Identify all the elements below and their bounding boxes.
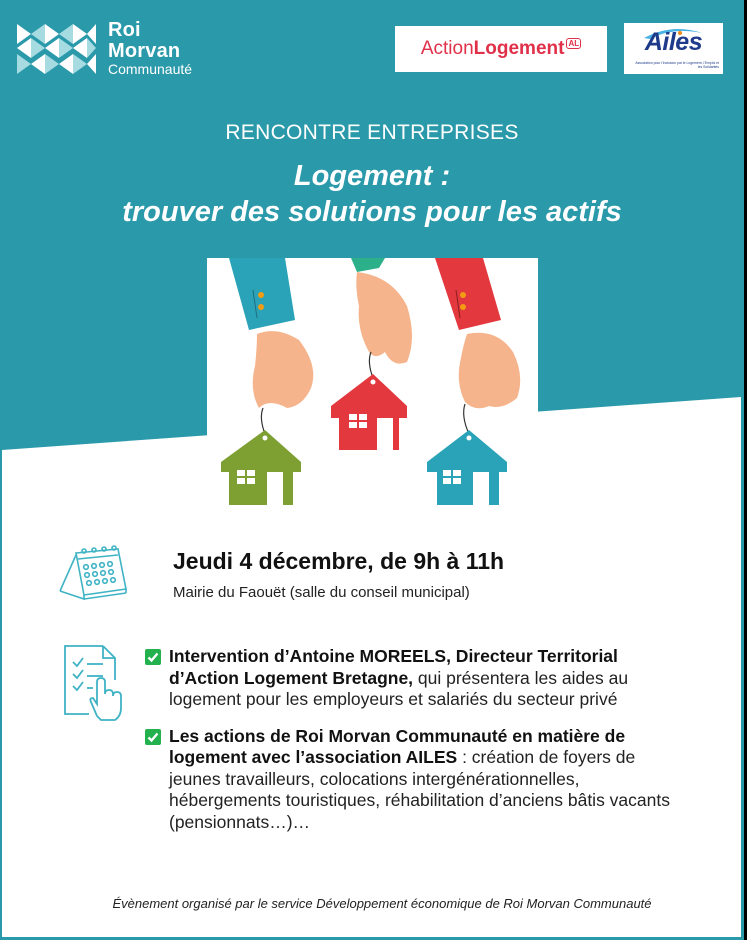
event-place: Mairie du Faouët (salle du conseil municipal) bbox=[173, 584, 470, 601]
brand-line-2: Morvan bbox=[108, 40, 181, 62]
brand-line-3: Communauté bbox=[108, 61, 193, 77]
page-title bbox=[0, 158, 744, 230]
brand-line-1: Roi bbox=[108, 19, 141, 41]
event-date: Jeudi 4 décembre, de 9h à 11h bbox=[173, 548, 505, 574]
agenda-item-text: qui présentera les aides au logement pour les employeurs et salariés du secteur privé bbox=[169, 667, 629, 709]
action-logement-logo bbox=[395, 26, 607, 72]
ailes-name: Ailes bbox=[644, 28, 703, 56]
agenda-item bbox=[145, 726, 685, 834]
agenda-item-bold: Intervention d’Antoine MOREELS, Directeur Territorial d’Action Logement Bretagne, bbox=[169, 646, 618, 688]
action-logement-part1: Action bbox=[420, 38, 474, 59]
title-line-2: trouver des solutions pour les actifs bbox=[122, 196, 622, 228]
organizer-footer: Évènement organisé par le service Développement économique de Roi Morvan Communauté bbox=[112, 896, 652, 911]
title-line-1: Logement : bbox=[293, 160, 451, 192]
hands-houses-illustration bbox=[207, 258, 538, 505]
roi-morvan-mark-icon bbox=[17, 20, 96, 76]
agenda-item-bold: Les actions de Roi Morvan Communauté en matière de logement avec l’association AILES bbox=[169, 725, 626, 767]
calendar-icon bbox=[56, 545, 128, 605]
al-badge-icon: AL bbox=[568, 38, 580, 48]
checklist-hand-icon bbox=[63, 644, 125, 722]
ailes-tagline: Association pour l'Inclusion par le Logement, l'Emploi et les Solidarités bbox=[635, 61, 719, 69]
checkbox-checked-icon bbox=[145, 649, 161, 665]
roi-morvan-logo bbox=[17, 20, 192, 76]
agenda-list bbox=[145, 646, 685, 848]
event-kicker: RENCONTRE ENTREPRISES bbox=[225, 121, 519, 144]
checkbox-checked-icon bbox=[145, 729, 161, 745]
agenda-item-text: : création de foyers de jeunes travailleurs, colocations intergénérationnelles, hébergements touristiques, réhabilitation d’anciens bâtis vacants (pensionnats…)… bbox=[169, 747, 670, 832]
ailes-logo bbox=[624, 23, 723, 74]
action-logement-part2: Logement bbox=[473, 38, 565, 59]
agenda-item bbox=[145, 646, 685, 711]
